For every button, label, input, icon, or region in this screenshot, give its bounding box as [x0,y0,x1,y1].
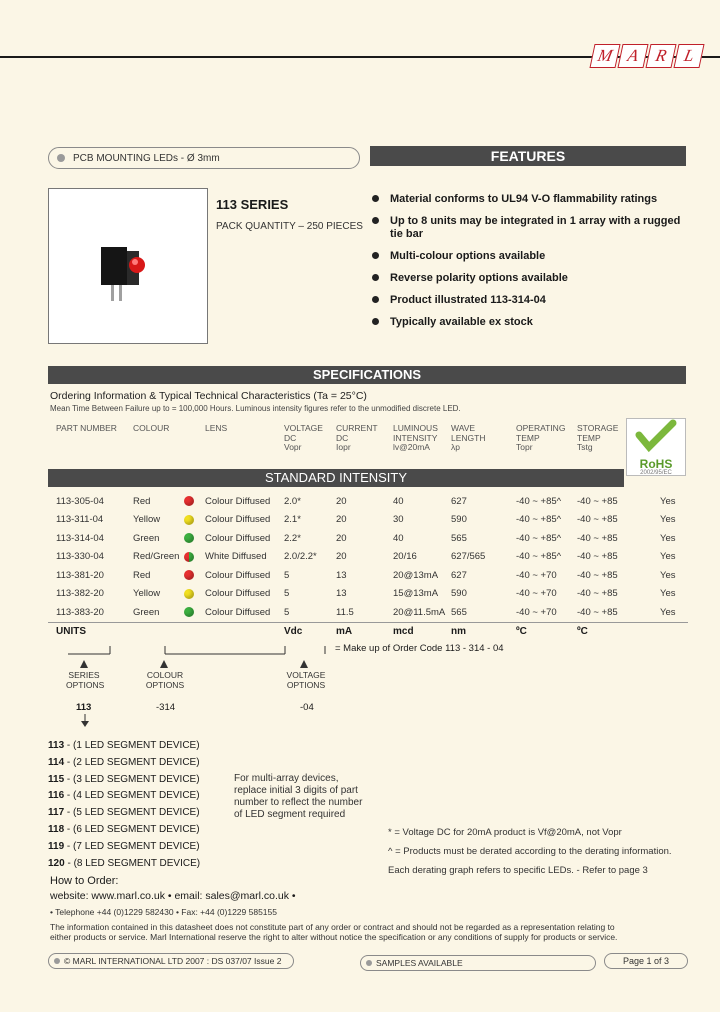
cell-lens: Colour Diffused [205,514,271,526]
units-lum: mcd [393,626,414,637]
cell-lum: 20@13mA [393,569,439,581]
cell-current: 20 [336,495,347,507]
cell-current: 11.5 [336,606,354,618]
logo-letter: A [617,44,648,68]
units-volt: Vdc [284,626,303,637]
cell-rohs: Yes [660,588,676,600]
cell-volt: 5 [284,569,290,581]
samples-text: SAMPLES AVAILABLE [376,958,463,968]
cell-lens: White Diffused [205,551,267,563]
segment-code: 113 [48,740,65,751]
col-operating-temp: OPERATING TEMP Topr [516,423,566,452]
standard-intensity-heading: STANDARD INTENSITY [48,469,624,487]
led-colour-icon [184,552,194,562]
copyright-text: © MARL INTERNATIONAL LTD 2007 : DS 037/07 Issue 2 [64,956,282,966]
segment-item: 120 - (8 LED SEGMENT DEVICE) [48,857,201,869]
cell-current: 13 [336,569,347,581]
samples-pill [360,955,596,971]
segment-item: 114 - (2 LED SEGMENT DEVICE) [48,756,200,768]
cell-colour: Green [133,606,160,618]
voltage-option-value: -04 [300,702,314,713]
cell-lens: Colour Diffused [205,495,271,507]
units-label: UNITS [56,626,86,637]
bullet-dot-icon [54,958,60,964]
footnote-graph: Each derating graph refers to specific LEDs. - Refer to page 3 [388,865,648,876]
cell-lum: 15@13mA [393,588,439,600]
feature-item: Multi-colour options available [370,250,690,263]
rohs-badge [626,418,686,476]
units-st: ºC [577,626,588,637]
product-type-text: PCB MOUNTING LEDs - Ø 3mm [73,152,220,164]
units-op: ºC [516,626,527,637]
cell-wave: 627 [451,569,467,581]
specifications-heading: SPECIFICATIONS [48,366,686,384]
cell-volt: 2.2* [284,532,301,544]
cell-op: -40 ~ +70 [516,588,557,600]
cell-op: -40 ~ +85^ [516,532,562,544]
colour-option-value: -314 [156,702,176,713]
cell-wave: 590 [451,588,467,600]
led-product-image [49,189,207,343]
cell-volt: 2.0/2.2* [284,551,317,563]
col-wavelength: WAVE LENGTH λp [451,423,486,452]
table-row [48,492,688,511]
cell-colour: Red/Green [133,551,180,563]
order-code-makeup: = Make up of Order Code 113 - 314 - 04 [335,643,504,654]
marl-logo [592,44,702,68]
logo-letter: R [645,44,676,68]
cell-current: 20 [336,551,347,563]
colour-options-label: COLOUR OPTIONS [145,670,185,690]
segment-desc: (1 LED SEGMENT DEVICE) [73,740,200,751]
series-options-label: SERIES OPTIONS [66,670,105,690]
cell-op: -40 ~ +85^ [516,551,562,563]
led-colour-icon [184,533,194,543]
units-rule [48,622,688,623]
segment-code: 117 [48,807,65,819]
segment-code: 118 [48,823,65,835]
cell-part: 113-311-04 [56,514,104,526]
cell-colour: Red [133,569,151,581]
col-lens: LENS [205,423,228,433]
product-photo [48,188,208,344]
segment-desc: (3 LED SEGMENT DEVICE) [73,773,200,785]
cell-volt: 5 [284,606,290,618]
segment-desc: (8 LED SEGMENT DEVICE) [73,857,201,869]
segment-item: 116 - (4 LED SEGMENT DEVICE) [48,790,200,802]
cell-volt: 5 [284,588,290,600]
segment-code: 120 [48,857,65,869]
feature-item: Reverse polarity options available [370,272,690,285]
cell-rohs: Yes [660,606,676,618]
led-colour-icon [184,570,194,580]
cell-lens: Colour Diffused [205,532,271,544]
rohs-label: RoHS [639,457,673,471]
cell-op: -40 ~ +70 [516,569,557,581]
cell-colour: Yellow [133,588,161,600]
led-colour-icon [184,607,194,617]
feature-item: Up to 8 units may be integrated in 1 array with a rugged tie bar [370,215,690,241]
ordering-title: Ordering Information & Typical Technical Characteristics (Ta = 25°C) [50,390,367,402]
logo-letter: L [673,44,704,68]
how-to-order-web: website: www.marl.co.uk • email: sales@marl.co.uk • [50,890,296,902]
segment-desc: (5 LED SEGMENT DEVICE) [73,807,200,819]
down-arrow-icon [81,714,89,728]
segment-desc: (6 LED SEGMENT DEVICE) [73,823,200,835]
how-to-order-phone: • Telephone +44 (0)1229 582430 • Fax: +44 (0)1229 585155 [50,907,277,917]
series-option-value: 113 [76,702,92,713]
page-number-pill [604,953,688,969]
features-heading: FEATURES [370,146,686,166]
copyright-pill [48,953,294,969]
col-colour: COLOUR [133,423,170,433]
disclaimer: The information contained in this datasheet does not constitute part of any order or contract and should not be regarded as a representation relating to either products or service. Marl International reserve the right to alter without notice the specification or any conditions of supply for products or service. [50,922,618,942]
units-current: mA [336,626,353,637]
feature-item: Material conforms to UL94 V-O flammability ratings [370,193,690,206]
cell-lum: 30 [393,514,404,526]
segment-item: 117 - (5 LED SEGMENT DEVICE) [48,807,200,819]
cell-lum: 40 [393,495,404,507]
led-colour-icon [184,515,194,525]
cell-colour: Yellow [133,514,161,526]
segment-code: 116 [48,790,65,802]
col-voltage: VOLTAGE DC Vopr [284,423,323,452]
cell-lens: Colour Diffused [205,569,271,581]
segment-item: 115 - (3 LED SEGMENT DEVICE) [48,773,200,785]
cell-op: -40 ~ +85^ [516,514,562,526]
cell-rohs: Yes [660,551,676,563]
cell-lum: 40 [393,532,404,544]
feature-item: Product illustrated 113-314-04 [370,294,690,307]
segment-code: 119 [48,840,65,852]
segment-desc: (4 LED SEGMENT DEVICE) [73,790,200,802]
product-type-pill [48,147,360,169]
cell-part: 113-314-04 [56,532,104,544]
footnote-derating: ^ = Products must be derated according to the derating information. [388,846,672,857]
cell-wave: 627/565 [451,551,486,563]
cell-st: -40 ~ +85 [577,551,618,563]
how-to-order-title: How to Order: [50,875,119,887]
cell-part: 113-382-20 [56,588,104,600]
cell-current: 20 [336,514,347,526]
cell-st: -40 ~ +85 [577,514,618,526]
table-row [48,603,688,622]
series-title: 113 SERIES [216,197,289,212]
led-colour-icon [184,589,194,599]
table-row [48,585,688,604]
cell-op: -40 ~ +85^ [516,495,562,507]
table-row [48,548,688,567]
cell-rohs: Yes [660,569,676,581]
cell-rohs: Yes [660,514,676,526]
col-current: CURRENT DC Iopr [336,423,378,452]
col-luminous: LUMINOUS INTENSITY lv@20mA [393,423,438,452]
multi-array-note: For multi-array devices, replace initial 3 digits of part number to reflect the number of LED segment required [234,773,363,820]
spec-table [48,492,688,622]
cell-wave: 565 [451,532,467,544]
cell-lum: 20@11.5mA [393,606,446,618]
cell-part: 113-381-20 [56,569,104,581]
segment-code: 115 [48,773,65,785]
cell-part: 113-305-04 [56,495,104,507]
page-number: Page 1 of 3 [622,956,670,966]
rohs-sub: 2002/95/EC [640,470,672,476]
features-list [370,193,690,338]
cell-lum: 20/16 [393,551,417,563]
table-row [48,566,688,585]
units-wave: nm [451,626,466,637]
cell-rohs: Yes [660,532,676,544]
voltage-options-label: VOLTAGE OPTIONS [286,670,326,690]
table-row [48,529,688,548]
cell-current: 20 [336,532,347,544]
segment-code: 114 [48,756,65,768]
cell-part: 113-383-20 [56,606,104,618]
cell-wave: 565 [451,606,467,618]
cell-st: -40 ~ +85 [577,532,618,544]
cell-current: 13 [336,588,347,600]
bullet-dot-icon [57,154,65,162]
segment-desc: (2 LED SEGMENT DEVICE) [73,756,200,768]
footnote-voltage: * = Voltage DC for 20mA product is Vf@20mA, not Vopr [388,827,622,838]
feature-item: Typically available ex stock [370,316,690,329]
cell-st: -40 ~ +85 [577,569,618,581]
cell-colour: Green [133,532,160,544]
bullet-dot-icon [366,960,372,966]
pack-quantity: PACK QUANTITY – 250 PIECES [216,221,363,232]
cell-lens: Colour Diffused [205,588,271,600]
cell-lens: Colour Diffused [205,606,271,618]
cell-st: -40 ~ +85 [577,495,618,507]
segment-item: 119 - (7 LED SEGMENT DEVICE) [48,840,200,852]
check-mark-icon [627,419,685,453]
cell-part: 113-330-04 [56,551,104,563]
logo-letter: M [589,44,620,68]
segment-item: 118 - (6 LED SEGMENT DEVICE) [48,823,200,835]
led-colour-icon [184,496,194,506]
col-part-number: PART NUMBER [56,423,117,433]
cell-rohs: Yes [660,495,676,507]
cell-op: -40 ~ +70 [516,606,557,618]
cell-volt: 2.0* [284,495,301,507]
segment-item: 113 - (1 LED SEGMENT DEVICE) [48,740,200,751]
cell-st: -40 ~ +85 [577,606,618,618]
table-row [48,511,688,530]
segment-desc: (7 LED SEGMENT DEVICE) [73,840,200,852]
cell-st: -40 ~ +85 [577,588,618,600]
cell-wave: 627 [451,495,467,507]
cell-colour: Red [133,495,151,507]
col-storage-temp: STORAGE TEMP Tstg [577,423,619,452]
cell-wave: 590 [451,514,467,526]
cell-volt: 2.1* [284,514,301,526]
segment-list [48,738,200,872]
mtbf-note: Mean Time Between Failure up to = 100,000 Hours. Luminous intensity figures refer to the unmodified discrete LED. [50,404,461,413]
